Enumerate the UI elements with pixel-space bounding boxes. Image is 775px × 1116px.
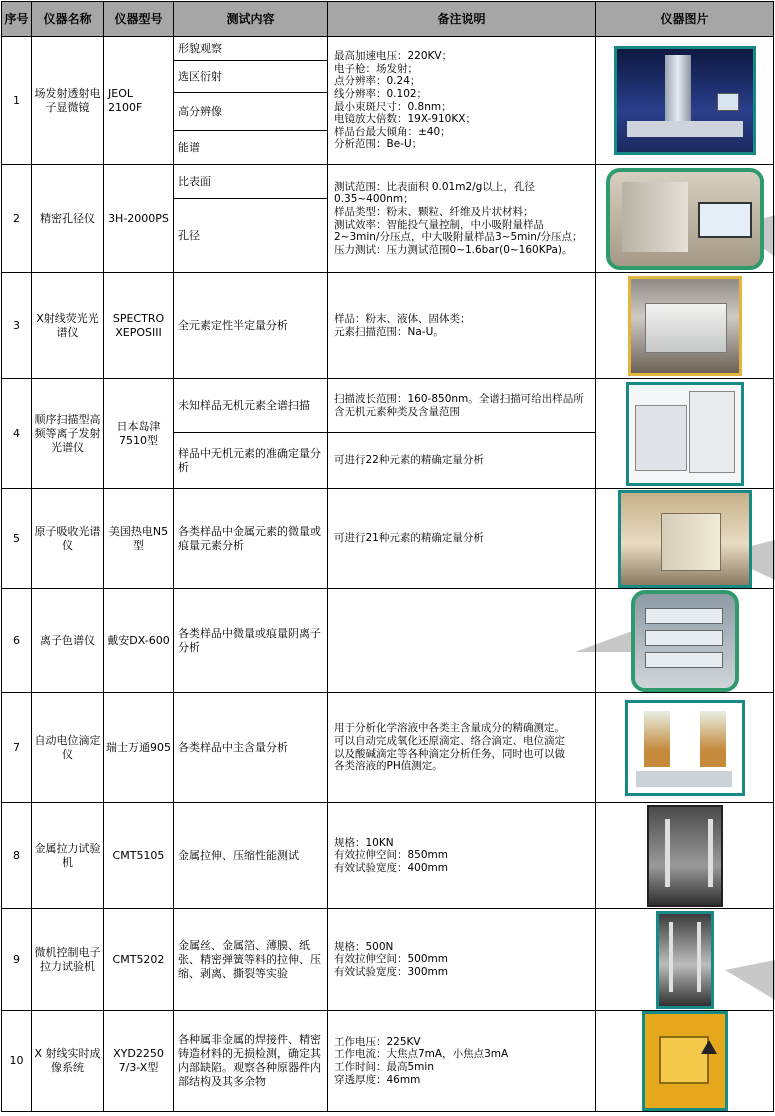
row-instrument-name: 离子色谱仪	[32, 589, 104, 693]
electronic-tensile-tester-photo	[656, 911, 714, 1009]
row-seq: 5	[2, 489, 32, 589]
row-instrument-name: X射线荧光光谱仪	[32, 273, 104, 379]
row-test-item: 未知样品无机元素全谱扫描	[174, 379, 328, 433]
row-test-item: 各类样品中主含量分析	[174, 693, 328, 803]
row-instrument-name: 自动电位滴定仪	[32, 693, 104, 803]
row-seq: 7	[2, 693, 32, 803]
aas-spectrometer-photo	[618, 490, 752, 588]
row-note	[328, 273, 596, 379]
header-model: 仪器型号	[104, 2, 174, 37]
note-line: 有效拉伸空间：850mm	[334, 849, 448, 862]
row-instrument-model: 日本岛津7510型	[104, 379, 174, 489]
xrf-spectrometer-photo	[628, 276, 742, 376]
row-instrument-model: 瑞士万通905	[104, 693, 174, 803]
row-photo-cell	[596, 693, 774, 803]
row-test-item: 能谱	[174, 131, 328, 165]
row-photo-cell	[596, 909, 774, 1011]
note-line: 有效试验宽度：400mm	[334, 861, 448, 874]
row-test-item: 各类样品中微量或痕量阴离子分析	[174, 589, 328, 693]
header-row	[2, 2, 774, 37]
titrator-photo	[625, 700, 745, 796]
row-photo-cell	[596, 589, 774, 693]
row-instrument-model: JEOL 2100F	[104, 37, 174, 165]
row-test-item: 各种属非金属的焊接件、精密铸造材料的无损检测，确定其内部缺陷。观察各种原器件内部结构及其多余物	[174, 1011, 328, 1112]
row-test-item: 金属拉伸、压缩性能测试	[174, 803, 328, 909]
ion-chromatograph-photo	[631, 590, 739, 692]
note-line: 规格：10KN	[334, 836, 394, 849]
row-test-item: 高分辨像	[174, 93, 328, 131]
note-line: 元素扫描范围：Na-U。	[334, 325, 444, 338]
row-instrument-model: XYD2250 7/3-X型	[104, 1011, 174, 1112]
row-note	[328, 489, 596, 589]
table-row	[2, 803, 774, 909]
row-note: 扫描波长范围：160-850nm。全谱扫描可给出样品所含无机元素种类及含量范围	[328, 379, 596, 433]
table-row	[2, 37, 774, 61]
note-line: 工作电压：225KV	[334, 1035, 421, 1048]
row-instrument-name: 顺序扫描型高频等离子发射光谱仪	[32, 379, 104, 489]
header-test: 测试内容	[174, 2, 328, 37]
row-test-item: 样品中无机元素的准确定量分析	[174, 433, 328, 489]
note-line: 有效拉伸空间：500mm	[334, 953, 448, 966]
row-seq: 3	[2, 273, 32, 379]
icp-spectrometer-photo	[626, 382, 744, 486]
row-test-item: 金属丝、金属箔、薄膜、纸张、精密弹簧等料的拉伸、压缩、剥离、撕裂等实验	[174, 909, 328, 1011]
row-note	[328, 803, 596, 909]
tem-instrument-photo	[614, 46, 756, 155]
note-line: 最高加速电压：220KV；	[334, 50, 453, 63]
table-row	[2, 273, 774, 379]
row-test-item: 全元素定性半定量分析	[174, 273, 328, 379]
row-photo-cell	[596, 1011, 774, 1112]
row-instrument-model: 美国热电N5型	[104, 489, 174, 589]
row-note	[328, 693, 596, 803]
row-photo-cell	[596, 165, 774, 273]
row-seq: 1	[2, 37, 32, 165]
note-line: 样品：粉末、液体、固体类；	[334, 312, 471, 325]
header-photo: 仪器图片	[596, 2, 774, 37]
row-seq: 4	[2, 379, 32, 489]
instrument-table	[1, 1, 774, 1112]
table-row	[2, 489, 774, 589]
row-note	[328, 589, 596, 693]
row-photo-cell	[596, 489, 774, 589]
table-row	[2, 165, 774, 199]
row-photo-cell	[596, 273, 774, 379]
table-row	[2, 1011, 774, 1112]
row-seq: 10	[2, 1011, 32, 1112]
row-instrument-model: 戴安DX-600	[104, 589, 174, 693]
xray-imaging-system-photo	[642, 1011, 728, 1111]
table-row	[2, 693, 774, 803]
table-row	[2, 589, 774, 693]
note-line: 有效试验宽度：300mm	[334, 965, 448, 978]
row-photo-cell	[596, 379, 774, 489]
note-line: 规格：500N	[334, 940, 394, 953]
note-line: 压力测试：压力测试范围0~1.6bar(0~160KPa)。	[334, 243, 573, 256]
row-seq: 9	[2, 909, 32, 1011]
note-line: 用于分析化学溶液中各类主含量成分的精确测定。	[334, 722, 565, 735]
note-line: 以及酸碱滴定等各种滴定分析任务，同时也可以做	[334, 747, 565, 760]
row-instrument-name: X 射线实时成像系统	[32, 1011, 104, 1112]
note-line: 可进行21种元素的精确定量分析	[334, 532, 484, 545]
row-seq: 6	[2, 589, 32, 693]
row-note: 可进行22种元素的精确定量分析	[328, 433, 596, 489]
note-line: 最小束斑尺寸：0.8nm；	[334, 100, 452, 113]
row-instrument-name: 金属拉力试验机	[32, 803, 104, 909]
row-photo-cell	[596, 37, 774, 165]
note-line: 各类溶液的PH值测定。	[334, 760, 443, 773]
row-instrument-name: 精密孔径仪	[32, 165, 104, 273]
row-note	[328, 909, 596, 1011]
row-test-item: 形貌观察	[174, 37, 328, 61]
tensile-tester-photo	[647, 805, 723, 907]
header-note: 备注说明	[328, 2, 596, 37]
header-name: 仪器名称	[32, 2, 104, 37]
note-line: 工作时间：最高5min	[334, 1061, 434, 1073]
row-note	[328, 37, 596, 165]
row-instrument-name: 场发射透射电子显微镜	[32, 37, 104, 165]
row-instrument-model: 3H-2000PS	[104, 165, 174, 273]
note-line: 样品类型：粉末、颗粒、纤维及片状材料；	[334, 205, 534, 218]
row-test-item: 比表面	[174, 165, 328, 199]
table-row	[2, 909, 774, 1011]
row-test-item: 各类样品中金属元素的微量或痕量元素分析	[174, 489, 328, 589]
row-photo-cell	[596, 803, 774, 909]
note-line: 穿透厚度：46mm	[334, 1073, 421, 1086]
note-line: 线分辨率：0.102；	[334, 87, 428, 100]
row-seq: 8	[2, 803, 32, 909]
note-line: 工作电流：大焦点7mA，小焦点3mA	[334, 1048, 509, 1061]
row-note	[328, 165, 596, 273]
row-instrument-name: 原子吸收光谱仪	[32, 489, 104, 589]
row-note	[328, 1011, 596, 1112]
row-test-item: 选区衍射	[174, 61, 328, 93]
note-line: 电镜放大倍数：19X-910KX；	[334, 113, 476, 126]
note-line: 样品台最大倾角：±40；	[334, 125, 451, 138]
note-line: 测试效率：智能投气量控制，中小吸附量样品2~3min/分压点，中大吸附量样品3~5min/分压点；	[334, 218, 583, 244]
note-line: 电子枪：场发射；	[334, 62, 418, 75]
note-line: 测试范围：比表面积 0.01m2/g以上，孔径0.35~400nm；	[334, 180, 535, 206]
row-instrument-name: 微机控制电子拉力试验机	[32, 909, 104, 1011]
row-seq: 2	[2, 165, 32, 273]
pore-analyzer-photo	[606, 168, 764, 270]
row-instrument-model: SPECTRO XEPOSIII	[104, 273, 174, 379]
header-seq: 序号	[2, 2, 32, 37]
row-instrument-model: CMT5202	[104, 909, 174, 1011]
note-line: 可以自动完成氧化还原滴定、络合滴定、电位滴定	[334, 734, 565, 747]
note-line: 分析范围：Be-U；	[334, 138, 423, 151]
note-line: 点分辨率：0.24；	[334, 75, 421, 88]
row-instrument-model: CMT5105	[104, 803, 174, 909]
table-row	[2, 379, 774, 433]
row-test-item: 孔径	[174, 199, 328, 273]
